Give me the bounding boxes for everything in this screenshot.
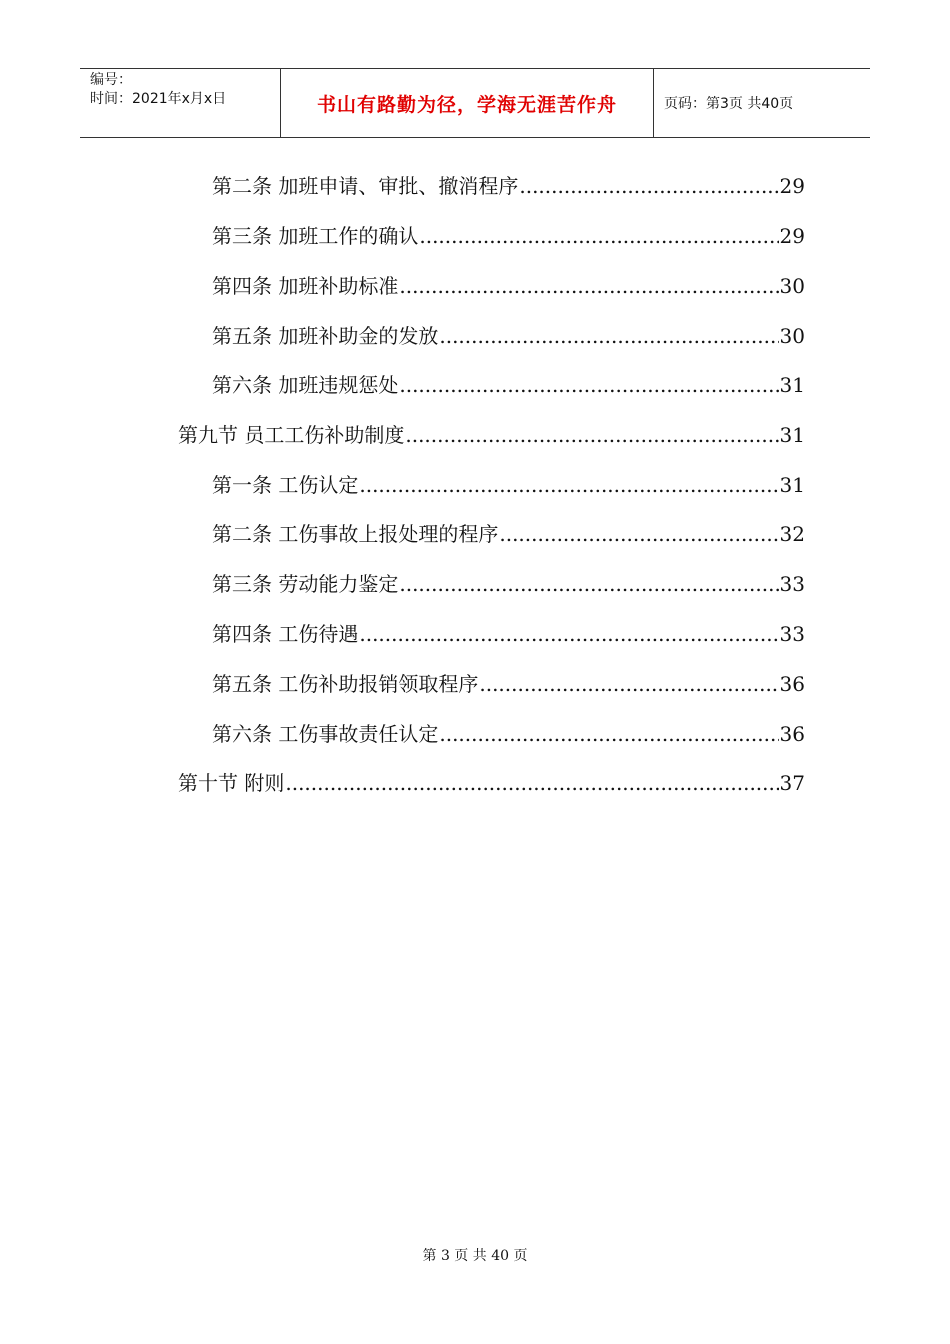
header-page-info: 页码：第3页 共40页 xyxy=(664,96,794,112)
toc-entry-label: 第三条 加班工作的确认 xyxy=(212,224,419,248)
toc-entry-label: 第六条 工伤事故责任认定 xyxy=(212,722,439,746)
toc-leader xyxy=(519,174,778,198)
toc-entry-label: 第四条 工伤待遇 xyxy=(212,622,359,646)
header-motto: 书山有路勤为径，学海无涯苦作舟 xyxy=(281,69,654,137)
toc-entry[interactable] xyxy=(212,718,805,746)
toc-leader xyxy=(499,522,778,546)
toc-entry-page: 32 xyxy=(779,522,805,546)
toc-leader xyxy=(405,423,778,447)
toc-entry-label: 第四条 加班补助标准 xyxy=(212,274,399,298)
toc-entry-page: 30 xyxy=(779,324,805,348)
toc-entry-label: 第五条 加班补助金的发放 xyxy=(212,324,439,348)
toc-leader xyxy=(359,473,778,497)
toc-section-entry[interactable] xyxy=(178,419,805,447)
toc-entry-label: 第二条 工伤事故上报处理的程序 xyxy=(212,522,499,546)
toc-entry-page: 29 xyxy=(779,174,805,198)
toc-leader xyxy=(399,572,778,596)
toc-entry-page: 31 xyxy=(779,423,805,447)
toc-entry-page: 29 xyxy=(779,224,805,248)
toc-leader xyxy=(399,373,778,397)
toc-entry[interactable] xyxy=(212,320,805,348)
toc-entry[interactable] xyxy=(212,170,805,198)
toc-entry-label: 第十节 附则 xyxy=(178,771,285,795)
toc-entry-label: 第六条 加班违规惩处 xyxy=(212,373,399,397)
toc-entry-page: 30 xyxy=(779,274,805,298)
header-meta xyxy=(80,69,281,137)
toc-entry-page: 33 xyxy=(779,572,805,596)
toc-leader xyxy=(399,274,778,298)
toc-entry-page: 33 xyxy=(779,622,805,646)
toc-entry-label: 第二条 加班申请、审批、撤消程序 xyxy=(212,174,519,198)
toc-leader xyxy=(439,722,778,746)
toc-entry-label: 第五条 工伤补助报销领取程序 xyxy=(212,672,479,696)
toc-leader xyxy=(285,771,778,795)
toc-entry[interactable] xyxy=(212,668,805,696)
toc-entry[interactable] xyxy=(212,369,805,397)
toc-section-entry[interactable] xyxy=(178,767,805,795)
toc-leader xyxy=(359,622,778,646)
toc-entry-page: 31 xyxy=(779,473,805,497)
toc-entry[interactable] xyxy=(212,220,805,248)
toc-entry-page: 37 xyxy=(779,771,805,795)
toc-entry[interactable] xyxy=(212,568,805,596)
toc-entry-page: 31 xyxy=(779,373,805,397)
toc-entry[interactable] xyxy=(212,518,805,546)
toc-entry[interactable] xyxy=(212,618,805,646)
page-header xyxy=(80,68,870,138)
page-footer: 第 3 页 共 40 页 xyxy=(422,1248,528,1264)
toc-entry-label: 第一条 工伤认定 xyxy=(212,473,359,497)
toc-entry[interactable] xyxy=(212,270,805,298)
time-label: 时间：2021年x月x日 xyxy=(90,91,227,107)
toc-entry-label: 第三条 劳动能力鉴定 xyxy=(212,572,399,596)
toc-leader xyxy=(439,324,778,348)
number-label: 编号： xyxy=(90,72,132,88)
toc-entry-page: 36 xyxy=(779,722,805,746)
toc-entry-page: 36 xyxy=(779,672,805,696)
toc-leader xyxy=(479,672,778,696)
toc-entry[interactable] xyxy=(212,469,805,497)
toc-entry-label: 第九节 员工工伤补助制度 xyxy=(178,423,405,447)
toc-leader xyxy=(419,224,778,248)
